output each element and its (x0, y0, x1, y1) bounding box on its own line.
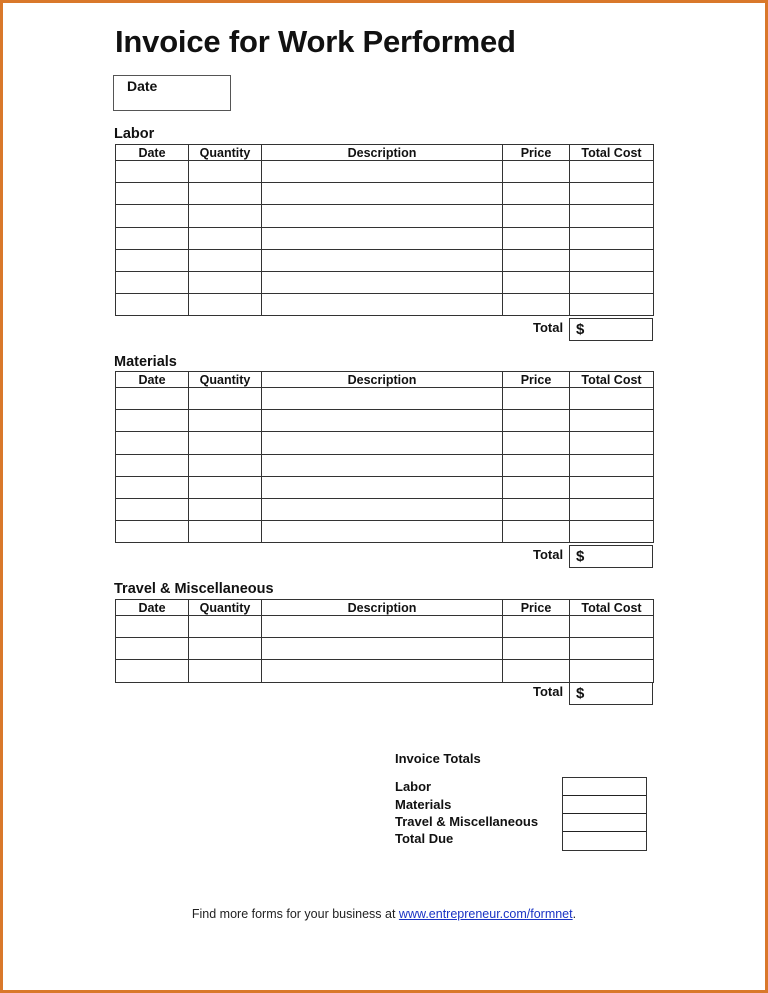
price-cell[interactable] (503, 294, 570, 316)
total-due-amount-field[interactable] (563, 832, 646, 850)
labor-section-label: Labor (114, 126, 155, 142)
column-header-description: Description (262, 145, 503, 161)
table-row (116, 521, 654, 543)
price-cell[interactable] (503, 410, 570, 432)
total-cost-cell[interactable] (570, 476, 654, 498)
date-cell[interactable] (116, 249, 189, 271)
table-row (116, 388, 654, 410)
travel-total-amount-field[interactable] (563, 814, 646, 832)
price-cell[interactable] (503, 660, 570, 682)
table-row (116, 660, 654, 682)
price-cell[interactable] (503, 432, 570, 454)
table-row (116, 498, 654, 520)
total-cost-cell[interactable] (570, 521, 654, 543)
column-header-date: Date (116, 600, 189, 616)
description-cell[interactable] (262, 410, 503, 432)
date-cell[interactable] (116, 205, 189, 227)
description-cell[interactable] (262, 388, 503, 410)
invoice-totals-fields (562, 777, 647, 851)
price-cell[interactable] (503, 521, 570, 543)
quantity-cell[interactable] (189, 521, 262, 543)
description-cell[interactable] (262, 205, 503, 227)
date-cell[interactable] (116, 271, 189, 293)
quantity-cell[interactable] (189, 432, 262, 454)
materials-table (115, 371, 654, 543)
page-title: Invoice for Work Performed (115, 24, 516, 59)
travel-total-field[interactable] (569, 682, 653, 705)
date-cell[interactable] (116, 227, 189, 249)
price-cell[interactable] (503, 271, 570, 293)
quantity-cell[interactable] (189, 638, 262, 660)
total-cost-cell[interactable] (570, 294, 654, 316)
price-cell[interactable] (503, 183, 570, 205)
total-cost-cell[interactable] (570, 183, 654, 205)
total-cost-cell[interactable] (570, 454, 654, 476)
price-cell[interactable] (503, 616, 570, 638)
description-cell[interactable] (262, 660, 503, 682)
column-header-description: Description (262, 372, 503, 388)
price-cell[interactable] (503, 454, 570, 476)
footer (0, 907, 768, 921)
price-cell[interactable] (503, 638, 570, 660)
column-header-quantity: Quantity (189, 372, 262, 388)
total-cost-cell[interactable] (570, 410, 654, 432)
price-cell[interactable] (503, 161, 570, 183)
travel-table (115, 599, 654, 683)
price-cell[interactable] (503, 227, 570, 249)
column-header-price: Price (503, 372, 570, 388)
date-cell[interactable] (116, 294, 189, 316)
description-cell[interactable] (262, 498, 503, 520)
column-header-total-cost: Total Cost (570, 145, 654, 161)
date-cell[interactable] (116, 454, 189, 476)
table-row (116, 249, 654, 271)
date-cell[interactable] (116, 616, 189, 638)
dollar-sign: $ (576, 548, 585, 565)
quantity-cell[interactable] (189, 616, 262, 638)
total-cost-cell[interactable] (570, 498, 654, 520)
description-cell[interactable] (262, 476, 503, 498)
table-row (116, 227, 654, 249)
total-cost-cell[interactable] (570, 432, 654, 454)
table-row (116, 410, 654, 432)
travel-rows (116, 616, 654, 683)
description-cell[interactable] (262, 432, 503, 454)
total-cost-cell[interactable] (570, 638, 654, 660)
quantity-cell[interactable] (189, 205, 262, 227)
invoice-date-field[interactable] (113, 75, 231, 111)
total-cost-cell[interactable] (570, 616, 654, 638)
column-header-price: Price (503, 600, 570, 616)
quantity-cell[interactable] (189, 249, 262, 271)
column-header-quantity: Quantity (189, 600, 262, 616)
travel-total-label: Total (533, 684, 564, 699)
labor-rows (116, 161, 654, 316)
quantity-cell[interactable] (189, 294, 262, 316)
price-cell[interactable] (503, 249, 570, 271)
total-cost-cell[interactable] (570, 161, 654, 183)
table-header-row (116, 145, 654, 161)
labor-total-label: Total (533, 320, 564, 335)
total-cost-cell[interactable] (570, 227, 654, 249)
date-cell[interactable] (116, 410, 189, 432)
price-cell[interactable] (503, 388, 570, 410)
table-row (116, 205, 654, 227)
labor-table (115, 144, 654, 316)
invoice-totals-heading: Invoice Totals (395, 751, 481, 766)
table-header-row (116, 600, 654, 616)
quantity-cell[interactable] (189, 227, 262, 249)
date-cell[interactable] (116, 161, 189, 183)
materials-total-amount-field[interactable] (563, 796, 646, 814)
price-cell[interactable] (503, 476, 570, 498)
description-cell[interactable] (262, 183, 503, 205)
description-cell[interactable] (262, 249, 503, 271)
formnet-link[interactable]: www.entrepreneur.com/formnet (398, 907, 573, 921)
invoice-date-label: Date (127, 78, 158, 94)
description-cell[interactable] (262, 454, 503, 476)
footer-text: Find more forms for your business at (191, 907, 399, 921)
materials-rows (116, 388, 654, 543)
quantity-cell[interactable] (189, 498, 262, 520)
totals-label-travel: Travel & Miscellaneous (395, 814, 539, 829)
column-header-total-cost: Total Cost (570, 600, 654, 616)
materials-section-label: Materials (114, 354, 177, 370)
date-cell[interactable] (116, 183, 189, 205)
totals-label-materials: Materials (395, 797, 452, 812)
quantity-cell[interactable] (189, 271, 262, 293)
date-cell[interactable] (116, 638, 189, 660)
table-header-row (116, 372, 654, 388)
price-cell[interactable] (503, 498, 570, 520)
table-row (116, 161, 654, 183)
price-cell[interactable] (503, 205, 570, 227)
labor-total-field[interactable] (569, 318, 653, 341)
dollar-sign: $ (576, 321, 585, 338)
quantity-cell[interactable] (189, 410, 262, 432)
quantity-cell[interactable] (189, 388, 262, 410)
total-cost-cell[interactable] (570, 388, 654, 410)
table-row (116, 183, 654, 205)
footer-suffix: . (572, 907, 577, 921)
total-cost-cell[interactable] (570, 249, 654, 271)
quantity-cell[interactable] (189, 476, 262, 498)
quantity-cell[interactable] (189, 161, 262, 183)
description-cell[interactable] (262, 638, 503, 660)
description-cell[interactable] (262, 521, 503, 543)
date-cell[interactable] (116, 498, 189, 520)
travel-section-label: Travel & Miscellaneous (114, 581, 274, 597)
description-cell[interactable] (262, 227, 503, 249)
column-header-date: Date (116, 372, 189, 388)
dollar-sign: $ (576, 685, 585, 702)
labor-total-amount-field[interactable] (563, 778, 646, 796)
column-header-quantity: Quantity (189, 145, 262, 161)
quantity-cell[interactable] (189, 183, 262, 205)
description-cell[interactable] (262, 161, 503, 183)
totals-label-labor: Labor (395, 779, 432, 794)
column-header-description: Description (262, 600, 503, 616)
quantity-cell[interactable] (189, 454, 262, 476)
table-row (116, 616, 654, 638)
table-row (116, 294, 654, 316)
date-cell[interactable] (116, 476, 189, 498)
table-row (116, 476, 654, 498)
quantity-cell[interactable] (189, 660, 262, 682)
date-cell[interactable] (116, 432, 189, 454)
date-cell[interactable] (116, 660, 189, 682)
column-header-total-cost: Total Cost (570, 372, 654, 388)
description-cell[interactable] (262, 271, 503, 293)
table-row (116, 638, 654, 660)
description-cell[interactable] (262, 616, 503, 638)
table-row (116, 432, 654, 454)
column-header-price: Price (503, 145, 570, 161)
total-cost-cell[interactable] (570, 271, 654, 293)
materials-total-field[interactable] (569, 545, 653, 568)
table-row (116, 454, 654, 476)
totals-label-total-due: Total Due (395, 831, 454, 846)
column-header-date: Date (116, 145, 189, 161)
description-cell[interactable] (262, 294, 503, 316)
total-cost-cell[interactable] (570, 205, 654, 227)
total-cost-cell[interactable] (570, 660, 654, 682)
materials-total-label: Total (533, 547, 564, 562)
date-cell[interactable] (116, 388, 189, 410)
date-cell[interactable] (116, 521, 189, 543)
table-row (116, 271, 654, 293)
